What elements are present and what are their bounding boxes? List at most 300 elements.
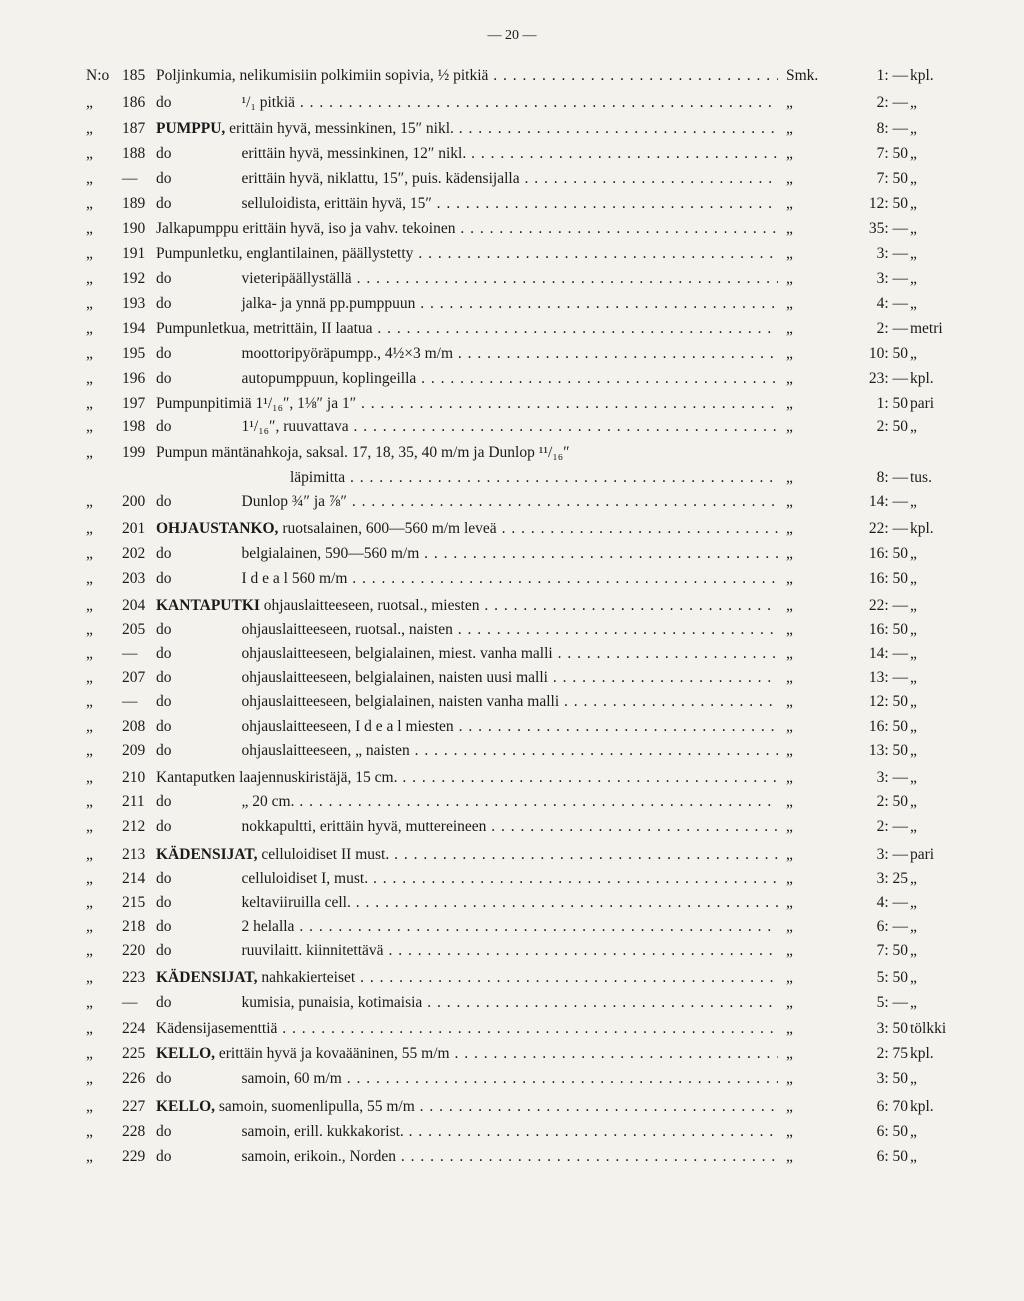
row-prefix: „: [86, 320, 93, 337]
unit: kpl.: [910, 520, 934, 537]
item-description: [156, 92, 778, 114]
currency: „: [786, 370, 793, 387]
price: 23: —: [868, 370, 908, 387]
row-prefix: „: [86, 894, 93, 911]
row-prefix: „: [86, 818, 93, 835]
price: 14: —: [868, 493, 908, 510]
item-description: [156, 1068, 778, 1090]
unit: „: [910, 493, 917, 510]
currency: „: [786, 669, 793, 686]
row-prefix: „: [86, 195, 93, 212]
item-description: [156, 318, 778, 340]
item-text: Dunlop ¾″ ja ⅞″: [241, 493, 347, 510]
unit: „: [910, 994, 917, 1011]
price: 3: —: [876, 245, 908, 262]
item-number: 214: [122, 870, 146, 887]
currency: „: [786, 320, 793, 337]
table-row: [86, 940, 946, 962]
price: 8: —: [876, 469, 908, 486]
item-number: 185: [122, 67, 146, 84]
item-description: [156, 268, 778, 290]
table-row: [86, 1121, 946, 1143]
item-description: [156, 791, 778, 813]
ditto-mark: do: [156, 621, 172, 638]
currency: „: [786, 195, 793, 212]
ditto-mark: do: [156, 718, 172, 735]
item-description: [156, 740, 778, 762]
price: 7: 50: [876, 942, 908, 959]
item-text: jalka- ja ynnä pp.pumppuun: [241, 295, 416, 312]
price: 16: 50: [868, 545, 908, 562]
row-prefix: „: [86, 1045, 93, 1062]
currency: „: [786, 418, 793, 435]
ditto-mark: do: [156, 894, 172, 911]
item-description: [156, 568, 778, 590]
table-row: [86, 491, 946, 513]
price: 13: —: [868, 669, 908, 686]
currency: Smk.: [786, 67, 819, 84]
table-row: [86, 643, 946, 665]
item-description: [156, 868, 778, 890]
item-number: 218: [122, 918, 146, 935]
currency: „: [786, 693, 793, 710]
item-number: 197: [122, 395, 146, 412]
item-text: samoin, 60 m/m: [241, 1070, 342, 1087]
table-row: [86, 916, 946, 938]
category-heading: KÄDENSIJAT,: [156, 846, 258, 863]
row-prefix: „: [86, 718, 93, 735]
item-number: 213: [122, 846, 146, 863]
item-description: [156, 143, 778, 165]
unit: „: [910, 894, 917, 911]
currency: „: [786, 870, 793, 887]
item-text: erittäin hyvä, messinkinen, 12″ nikl.: [241, 145, 467, 162]
row-prefix: „: [86, 295, 93, 312]
currency: „: [786, 742, 793, 759]
price: 5: —: [876, 994, 908, 1011]
price: 2: —: [876, 320, 908, 337]
table-row: [86, 343, 946, 365]
item-number: 194: [122, 320, 146, 337]
ditto-mark: do: [156, 418, 172, 435]
item-description: [156, 892, 778, 914]
row-prefix: „: [86, 493, 93, 510]
ditto-mark: do: [156, 1123, 172, 1140]
currency: „: [786, 894, 793, 911]
unit: „: [910, 570, 917, 587]
item-description: [156, 967, 778, 989]
currency: „: [786, 969, 793, 986]
row-prefix: „: [86, 1098, 93, 1115]
row-prefix: „: [86, 846, 93, 863]
item-number: —: [122, 994, 138, 1011]
item-number: 191: [122, 245, 146, 262]
item-text: ¹/₁ pitkiä: [241, 94, 296, 111]
item-text: Pumpunpitimiä 1¹/₁₆″, 1⅛″ ja 1″: [156, 395, 357, 412]
table-row: [86, 992, 946, 1014]
currency: „: [786, 793, 793, 810]
item-number: 188: [122, 145, 146, 162]
item-number: 190: [122, 220, 146, 237]
item-number: 229: [122, 1148, 146, 1165]
price: 12: 50: [868, 195, 908, 212]
price: 6: 70: [876, 1098, 908, 1115]
unit: „: [910, 769, 917, 786]
price: 2: 50: [876, 793, 908, 810]
ditto-mark: do: [156, 645, 172, 662]
row-prefix: „: [86, 370, 93, 387]
table-row: [86, 218, 946, 240]
item-text: selluloidista, erittäin hyvä, 15″: [241, 195, 432, 212]
item-number: 212: [122, 818, 146, 835]
currency: „: [786, 994, 793, 1011]
unit: „: [910, 220, 917, 237]
item-number: 186: [122, 94, 146, 111]
ditto-mark: do: [156, 270, 172, 287]
item-text: ohjauslaitteeseen, „ naisten: [241, 742, 410, 759]
table-row: [86, 967, 946, 989]
item-number: 210: [122, 769, 146, 786]
unit: metri: [910, 320, 943, 337]
currency: „: [786, 170, 793, 187]
item-text: 2 helalla: [241, 918, 295, 935]
table-row: [86, 368, 946, 390]
table-row: [86, 716, 946, 738]
table-row: [86, 518, 946, 540]
table-row: [86, 791, 946, 813]
currency: „: [786, 245, 793, 262]
item-description: [156, 416, 778, 438]
item-description: [156, 118, 778, 140]
ditto-mark: do: [156, 1070, 172, 1087]
ditto-mark: do: [156, 1148, 172, 1165]
table-row: [86, 442, 946, 464]
price: 3: 50: [876, 1070, 908, 1087]
item-description: [156, 1096, 778, 1118]
row-prefix: „: [86, 170, 93, 187]
item-text: erittäin hyvä, niklattu, 15″, puis. kädensijalla: [241, 170, 520, 187]
item-description: [156, 844, 778, 866]
row-prefix: „: [86, 1070, 93, 1087]
item-number: 207: [122, 669, 146, 686]
item-description: [156, 65, 778, 87]
row-prefix: „: [86, 621, 93, 638]
item-text: erittäin hyvä, messinkinen, 15″ nikl.: [229, 120, 454, 137]
ditto-mark: do: [156, 818, 172, 835]
price: 16: 50: [868, 570, 908, 587]
row-prefix: „: [86, 145, 93, 162]
currency: „: [786, 295, 793, 312]
item-text: Kantaputken laajennuskiristäjä, 15 cm.: [156, 769, 398, 786]
price: 22: —: [868, 597, 908, 614]
item-description: [156, 1018, 778, 1040]
price: 1: —: [876, 67, 908, 84]
row-prefix: „: [86, 345, 93, 362]
price: 6: —: [876, 918, 908, 935]
item-number: 199: [122, 444, 146, 461]
currency: „: [786, 818, 793, 835]
item-number: 211: [122, 793, 145, 810]
item-text: I d e a l 560 m/m: [241, 570, 348, 587]
currency: „: [786, 345, 793, 362]
ditto-mark: do: [156, 693, 172, 710]
ditto-mark: do: [156, 493, 172, 510]
unit: pari: [910, 846, 935, 863]
item-description: [156, 940, 778, 962]
item-text: autopumppuun, koplingeilla: [241, 370, 417, 387]
row-prefix: „: [86, 270, 93, 287]
page-number: — 20 —: [487, 28, 537, 43]
currency: „: [786, 395, 793, 412]
price: 4: —: [876, 295, 908, 312]
item-text: Pumpun mäntänahkoja, saksal. 17, 18, 35, 40 m/m ja Dunlop ¹¹/₁₆″: [156, 444, 570, 461]
item-number: 203: [122, 570, 146, 587]
item-text: ohjauslaitteeseen, belgialainen, naisten uusi malli: [241, 669, 548, 686]
item-number: 200: [122, 493, 146, 510]
item-text: Pumpunletku, englantilainen, päällystetty: [156, 245, 414, 262]
price: 3: 50: [876, 1020, 908, 1037]
item-text: samoin, erill. kukkakorist.: [241, 1123, 404, 1140]
price: 3: —: [876, 270, 908, 287]
ditto-mark: do: [156, 195, 172, 212]
currency: „: [786, 1148, 793, 1165]
table-row: [86, 193, 946, 215]
item-description: [156, 667, 778, 689]
unit: „: [910, 295, 917, 312]
row-prefix: „: [86, 793, 93, 810]
price: 5: 50: [876, 969, 908, 986]
currency: „: [786, 270, 793, 287]
row-prefix: „: [86, 444, 93, 461]
currency: „: [786, 1098, 793, 1115]
unit: „: [910, 245, 917, 262]
price: 7: 50: [876, 145, 908, 162]
row-prefix: „: [86, 742, 93, 759]
price: 22: —: [868, 520, 908, 537]
ditto-mark: do: [156, 742, 172, 759]
item-description: [156, 393, 778, 415]
row-prefix: „: [86, 1148, 93, 1165]
unit: „: [910, 918, 917, 935]
table-row: [86, 868, 946, 890]
currency: „: [786, 1070, 793, 1087]
item-description: [156, 467, 778, 489]
price: 2: 75: [876, 1045, 908, 1062]
item-description: [156, 916, 778, 938]
unit: tus.: [910, 469, 932, 486]
item-text: keltaviiruilla cell.: [241, 894, 351, 911]
unit: „: [910, 1148, 917, 1165]
item-number: 189: [122, 195, 146, 212]
item-number: 196: [122, 370, 146, 387]
item-number: 195: [122, 345, 146, 362]
price: 4: —: [876, 894, 908, 911]
category-heading: KELLO,: [156, 1098, 216, 1115]
table-row: [86, 268, 946, 290]
item-text: ohjauslaitteeseen, I d e a l miesten: [241, 718, 454, 735]
unit: „: [910, 1070, 917, 1087]
price: 6: 50: [876, 1148, 908, 1165]
unit: „: [910, 195, 917, 212]
table-row: [86, 740, 946, 762]
table-row: [86, 568, 946, 590]
item-description: [156, 1146, 778, 1168]
table-row: [86, 892, 946, 914]
item-description: [156, 691, 778, 713]
item-number: 215: [122, 894, 146, 911]
row-prefix: „: [86, 669, 93, 686]
table-row: [86, 118, 946, 140]
unit: „: [910, 621, 917, 638]
ditto-mark: do: [156, 942, 172, 959]
item-description: [156, 643, 778, 665]
unit: „: [910, 693, 917, 710]
table-row: [86, 619, 946, 641]
unit: „: [910, 742, 917, 759]
table-row: [86, 1018, 946, 1040]
ditto-mark: do: [156, 94, 172, 111]
item-description: [156, 1043, 778, 1065]
item-text: „ 20 cm.: [241, 793, 295, 810]
unit: kpl.: [910, 1098, 934, 1115]
item-description: [156, 716, 778, 738]
item-number: 225: [122, 1045, 146, 1062]
table-row: [86, 1096, 946, 1118]
table-row: [86, 92, 946, 114]
item-number: 193: [122, 295, 146, 312]
item-description: [156, 767, 778, 789]
ditto-mark: do: [156, 345, 172, 362]
item-description: [156, 368, 778, 390]
item-text: Pumpunletkua, metrittäin, II laatua: [156, 320, 373, 337]
item-text: ruuvilaitt. kiinnitettävä: [241, 942, 384, 959]
price: 2: 50: [876, 418, 908, 435]
currency: „: [786, 570, 793, 587]
row-prefix: „: [86, 545, 93, 562]
currency: „: [786, 220, 793, 237]
price: 3: —: [876, 846, 908, 863]
item-description: [156, 1121, 778, 1143]
item-number: 204: [122, 597, 146, 614]
currency: „: [786, 1020, 793, 1037]
unit: „: [910, 145, 917, 162]
unit: tölkki: [910, 1020, 947, 1037]
price: 14: —: [868, 645, 908, 662]
item-description: [156, 543, 778, 565]
item-number: 201: [122, 520, 146, 537]
category-heading: OHJAUSTANKO,: [156, 520, 279, 537]
item-text: Jalkapumppu erittäin hyvä, iso ja vahv. tekoinen: [156, 220, 456, 237]
item-description: [156, 343, 778, 365]
item-number: 198: [122, 418, 146, 435]
item-text: samoin, erikoin., Norden: [241, 1148, 397, 1165]
item-text: erittäin hyvä ja kovaääninen, 55 m/m: [218, 1045, 450, 1062]
ditto-mark: do: [156, 918, 172, 935]
item-number: —: [122, 170, 138, 187]
table-row: [86, 1043, 946, 1065]
unit: „: [910, 545, 917, 562]
item-text: belgialainen, 590—560 m/m: [241, 545, 420, 562]
item-text: ohjauslaitteeseen, ruotsal., naisten: [241, 621, 453, 638]
item-text: celluloidiset II must.: [261, 846, 390, 863]
row-prefix: „: [86, 994, 93, 1011]
price: 2: —: [876, 818, 908, 835]
item-number: 224: [122, 1020, 146, 1037]
table-row: [86, 393, 946, 415]
item-number: —: [122, 645, 138, 662]
table-row: [86, 816, 946, 838]
currency: „: [786, 846, 793, 863]
table-row: [86, 143, 946, 165]
price: 6: 50: [876, 1123, 908, 1140]
table-row: [86, 767, 946, 789]
item-description: [156, 243, 778, 265]
item-text: ruotsalainen, 600—560 m/m leveä: [282, 520, 497, 537]
item-number: 202: [122, 545, 146, 562]
item-description: [156, 491, 778, 513]
category-heading: KÄDENSIJAT,: [156, 969, 258, 986]
currency: „: [786, 520, 793, 537]
item-description: [156, 518, 778, 540]
currency: „: [786, 621, 793, 638]
price: 12: 50: [868, 693, 908, 710]
item-number: —: [122, 693, 138, 710]
row-prefix: „: [86, 969, 93, 986]
row-prefix: „: [86, 245, 93, 262]
table-row: [86, 293, 946, 315]
item-number: 223: [122, 969, 146, 986]
table-row: [86, 595, 946, 617]
item-text: celluloidiset I, must.: [241, 870, 369, 887]
item-description: [156, 218, 778, 240]
row-prefix: „: [86, 870, 93, 887]
row-prefix: „: [86, 120, 93, 137]
row-prefix: „: [86, 942, 93, 959]
item-description: [156, 992, 778, 1014]
price: 1: 50: [876, 395, 908, 412]
unit: „: [910, 94, 917, 111]
price: 16: 50: [868, 718, 908, 735]
ditto-mark: do: [156, 145, 172, 162]
currency: „: [786, 597, 793, 614]
unit: „: [910, 120, 917, 137]
row-prefix: „: [86, 693, 93, 710]
currency: „: [786, 718, 793, 735]
item-description: [156, 293, 778, 315]
price: 13: 50: [868, 742, 908, 759]
item-text: moottoripyöräpumpp., 4½×3 m/m: [241, 345, 454, 362]
category-heading: KANTAPUTKI: [156, 597, 260, 614]
unit: kpl.: [910, 370, 934, 387]
unit: „: [910, 170, 917, 187]
ditto-mark: do: [156, 170, 172, 187]
table-row: [86, 691, 946, 713]
item-text: ohjauslaitteeseen, belgialainen, miest. vanha malli: [241, 645, 553, 662]
unit: „: [910, 597, 917, 614]
category-heading: PUMPPU,: [156, 120, 226, 137]
price: 16: 50: [868, 621, 908, 638]
currency: „: [786, 1045, 793, 1062]
price: 10: 50: [868, 345, 908, 362]
item-text: nokkapultti, erittäin hyvä, muttereineen: [241, 818, 487, 835]
currency: „: [786, 645, 793, 662]
item-number: 220: [122, 942, 146, 959]
item-number: 192: [122, 270, 146, 287]
row-prefix: „: [86, 220, 93, 237]
table-row: [86, 416, 946, 438]
table-row: [86, 1068, 946, 1090]
currency: „: [786, 94, 793, 111]
